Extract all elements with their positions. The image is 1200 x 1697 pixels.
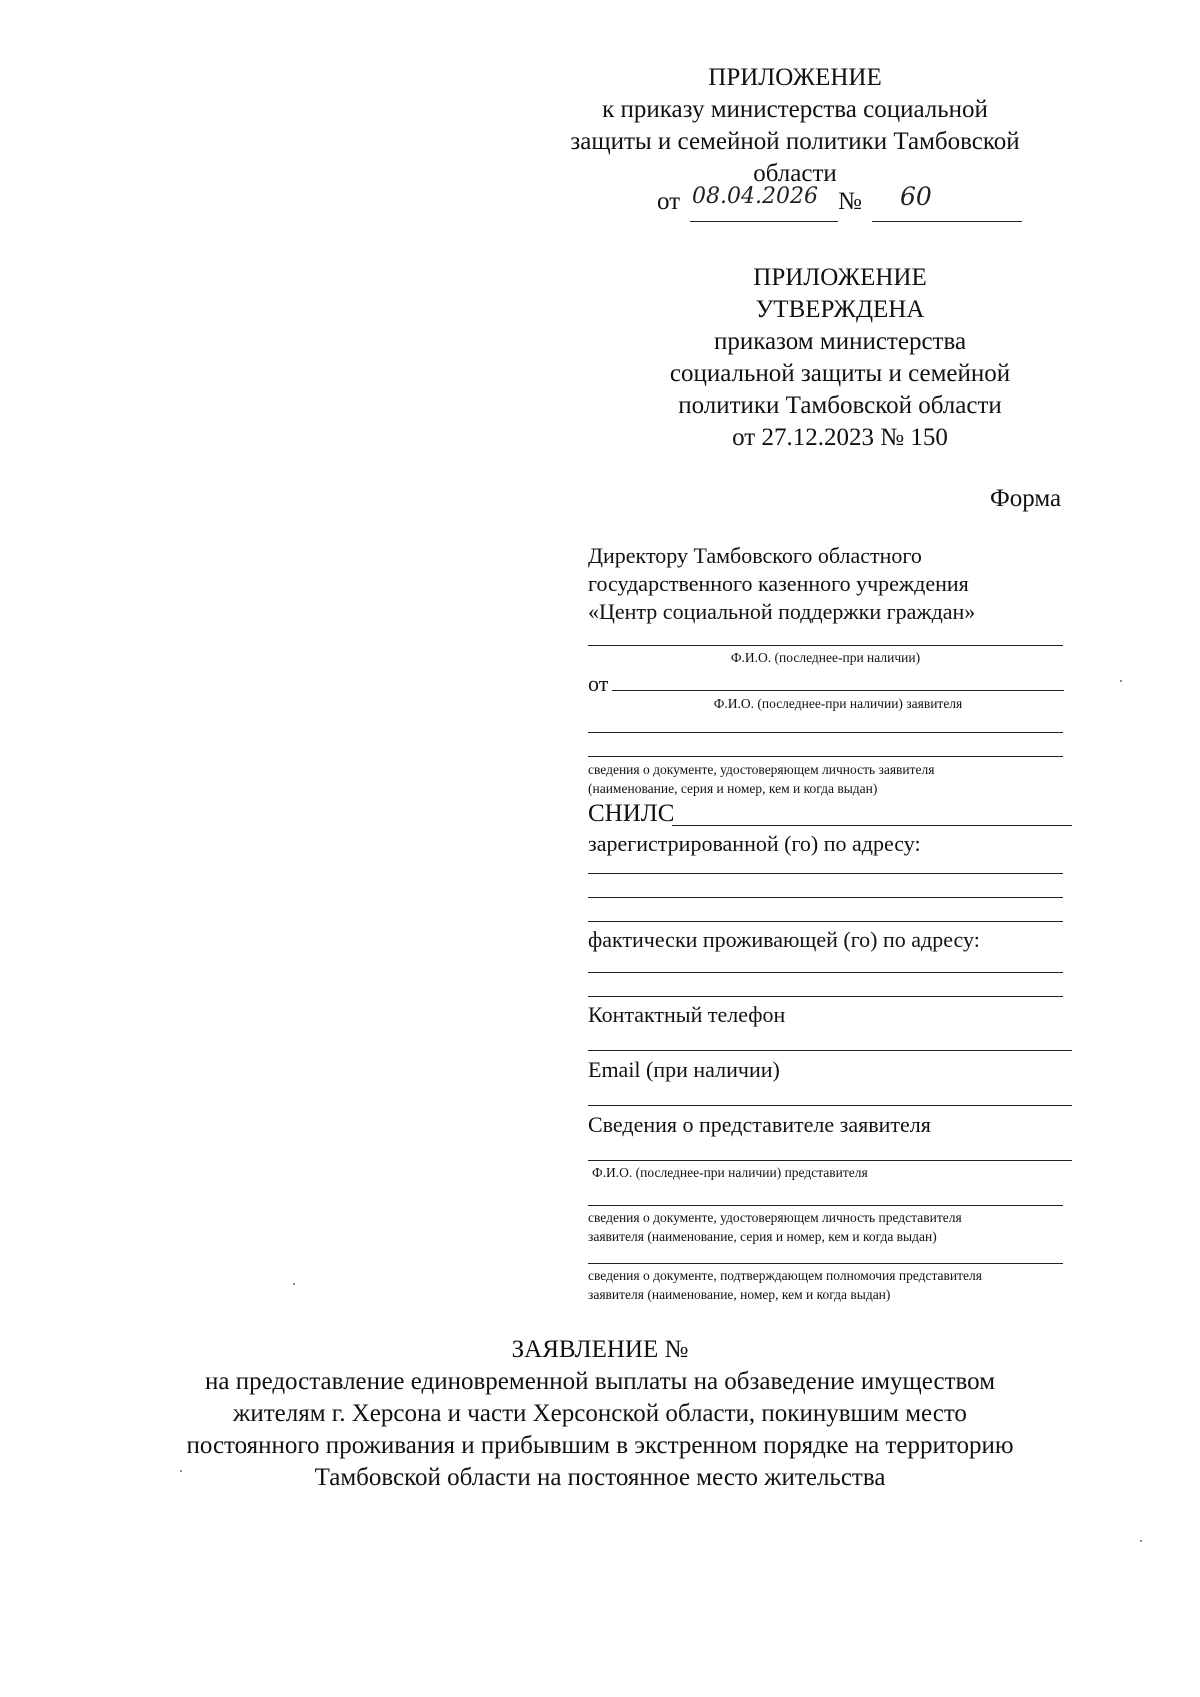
statement-line: на предоставление единовременной выплаты на обзаведение имуществом — [204, 1368, 996, 1395]
applicant-doc-line-1[interactable] — [588, 732, 1063, 733]
registered-address-line-3[interactable] — [588, 921, 1063, 922]
statement-line: жителям г. Херсона и части Херсонской области, покинувшим место — [233, 1400, 967, 1427]
applicant-doc-line-2[interactable] — [588, 756, 1063, 757]
representative-id-line[interactable] — [588, 1205, 1063, 1206]
statement-body — [100, 1366, 1100, 1494]
representative-heading: Сведения о представителе заявителя — [588, 1112, 931, 1137]
order-number-sign: № — [838, 188, 862, 215]
addressee-line: «Центр социальной поддержки граждан» — [588, 599, 976, 624]
form-label: Форма — [990, 485, 1062, 512]
statement-line: Тамбовской области на постоянное место жительства — [314, 1464, 886, 1491]
appendix-line: к приказу министерства социальной — [602, 96, 988, 123]
scan-speck — [293, 1283, 295, 1285]
applicant-doc-caption-1: сведения о документе, удостоверяющем личность заявителя — [588, 762, 935, 777]
registered-address-line-2[interactable] — [588, 897, 1063, 898]
appendix-block-2 — [650, 262, 1030, 454]
scan-speck — [1120, 680, 1122, 682]
director-fio-caption: Ф.И.О. (последнее-при наличии) — [730, 650, 921, 665]
addressee-line: государственного казенного учреждения — [588, 571, 969, 596]
actual-address-line-1[interactable] — [588, 972, 1063, 973]
email-label: Email (при наличии) — [588, 1057, 780, 1082]
representative-id-caption-1: сведения о документе, удостоверяющем личность представителя — [588, 1210, 962, 1225]
appendix-line: социальной защиты и семейной — [669, 360, 1011, 387]
order-date-line — [690, 221, 838, 222]
representative-authority-caption-2: заявителя (наименование, номер, кем и когда выдан) — [588, 1287, 891, 1302]
appendix-block-1 — [560, 62, 1030, 190]
appendix-line: политики Тамбовской области — [678, 392, 1002, 419]
appendix-title: ПРИЛОЖЕНИЕ — [753, 264, 927, 291]
snils-label: СНИЛС — [588, 800, 675, 827]
representative-fio-line[interactable] — [588, 1160, 1072, 1161]
appendix-line: области — [753, 160, 837, 187]
scan-speck — [180, 1470, 182, 1472]
snils-line[interactable] — [672, 825, 1072, 826]
order-date-prefix: от — [657, 188, 681, 215]
appendix-line: от 27.12.2023 № 150 — [732, 424, 948, 451]
addressee-block — [588, 542, 975, 626]
applicant-fio-line[interactable] — [612, 690, 1064, 691]
registered-address-line-1[interactable] — [588, 873, 1063, 874]
applicant-fio-caption: Ф.И.О. (последнее-при наличии) заявителя — [713, 696, 963, 711]
director-fio-line[interactable] — [588, 645, 1063, 646]
order-number-handwritten: 60 — [900, 182, 932, 211]
addressee-line: Директору Тамбовского областного — [588, 543, 922, 568]
representative-id-caption-2: заявителя (наименование, серия и номер, кем и когда выдан) — [588, 1229, 937, 1244]
appendix-line: защиты и семейной политики Тамбовской — [570, 128, 1020, 155]
scan-speck — [1140, 1540, 1142, 1542]
representative-authority-line[interactable] — [588, 1263, 1063, 1264]
actual-address-label: фактически проживающей (го) по адресу: — [588, 927, 980, 952]
order-number-line — [872, 221, 1022, 222]
registered-address-label: зарегистрированной (го) по адресу: — [588, 831, 921, 856]
representative-authority-caption-1: сведения о документе, подтверждающем полномочия представителя — [588, 1268, 982, 1283]
phone-label: Контактный телефон — [588, 1002, 786, 1027]
statement-line: постоянного проживания и прибывшим в экстренном порядке на территорию — [186, 1432, 1014, 1459]
actual-address-line-2[interactable] — [588, 996, 1063, 997]
statement-title: ЗАЯВЛЕНИЕ № — [511, 1336, 689, 1363]
from-label: от — [588, 671, 609, 696]
applicant-doc-caption-2: (наименование, серия и номер, кем и когда выдан) — [588, 781, 878, 796]
representative-fio-caption: Ф.И.О. (последнее-при наличии) представителя — [592, 1165, 868, 1180]
email-line[interactable] — [588, 1105, 1072, 1106]
phone-line[interactable] — [588, 1050, 1072, 1051]
order-date-handwritten: 08.04.2026 — [692, 184, 818, 209]
appendix-title: ПРИЛОЖЕНИЕ — [708, 64, 882, 91]
appendix-line: приказом министерства — [713, 328, 967, 355]
approved-label: УТВЕРЖДЕНА — [755, 296, 925, 323]
